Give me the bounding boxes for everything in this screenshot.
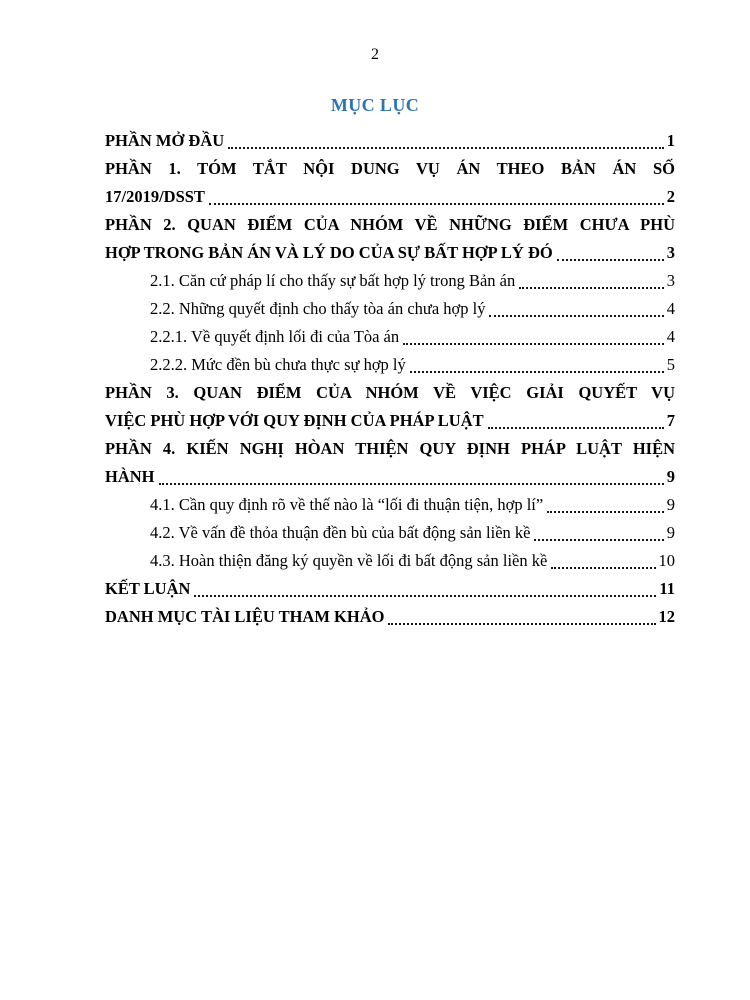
toc-page-number: 2 bbox=[666, 187, 675, 206]
toc-entry[interactable] bbox=[105, 155, 675, 211]
toc-entry-text: 2.2.2. Mức đền bù chưa thực sự hợp lý bbox=[150, 355, 406, 374]
toc-entry-text: 4.3. Hoàn thiện đăng ký quyền về lối đi bất động sản liền kề bbox=[150, 551, 548, 570]
toc-page-number: 5 bbox=[666, 355, 675, 374]
dot-leader bbox=[403, 343, 664, 345]
toc-entry-line bbox=[150, 519, 675, 547]
toc-entry-text: DANH MỤC TÀI LIỆU THAM KHẢO bbox=[105, 607, 385, 626]
toc-entry-line bbox=[150, 295, 675, 323]
dot-leader bbox=[551, 567, 655, 569]
toc-page-number: 4 bbox=[666, 327, 675, 346]
toc-entry-line bbox=[150, 267, 675, 295]
toc-entry[interactable] bbox=[105, 323, 675, 351]
dot-leader bbox=[209, 203, 664, 205]
toc-entry[interactable] bbox=[105, 519, 675, 547]
toc-entry-line bbox=[150, 351, 675, 379]
toc-page-number: 4 bbox=[666, 299, 675, 318]
toc-entry[interactable] bbox=[105, 267, 675, 295]
toc-entry-text: KẾT LUẬN bbox=[105, 579, 191, 598]
toc-list bbox=[105, 127, 675, 631]
toc-page-number: 9 bbox=[666, 495, 675, 514]
toc-entry[interactable] bbox=[105, 351, 675, 379]
toc-entry[interactable] bbox=[105, 211, 675, 267]
toc-entry[interactable] bbox=[105, 435, 675, 491]
toc-entry[interactable] bbox=[105, 295, 675, 323]
dot-leader bbox=[519, 287, 663, 289]
toc-entry[interactable] bbox=[105, 547, 675, 575]
toc-entry[interactable] bbox=[105, 127, 675, 155]
toc-page-number: 7 bbox=[666, 411, 675, 430]
toc-entry-line bbox=[150, 323, 675, 351]
toc-entry-text: PHẦN MỞ ĐẦU bbox=[105, 131, 225, 150]
toc-page-number: 3 bbox=[666, 271, 675, 290]
toc-entry-line bbox=[105, 183, 675, 211]
toc-entry-line bbox=[105, 463, 675, 491]
toc-page-number: 9 bbox=[666, 467, 675, 486]
toc-entry[interactable] bbox=[105, 603, 675, 631]
dot-leader bbox=[488, 427, 664, 429]
toc-entry-text: 2.2.1. Về quyết định lối đi của Tòa án bbox=[150, 327, 400, 346]
toc-page-number: 3 bbox=[666, 243, 675, 262]
toc-entry-text: 17/2019/DSST bbox=[105, 187, 205, 206]
toc-entry-line bbox=[105, 239, 675, 267]
toc-entry-text: HỢP TRONG BẢN ÁN VÀ LÝ DO CỦA SỰ BẤT HỢP LÝ ĐÓ bbox=[105, 243, 553, 262]
toc-page-number: 1 bbox=[666, 131, 675, 150]
toc-title: MỤC LỤC bbox=[330, 95, 420, 115]
toc-entry-text: 4.1. Cần quy định rõ về thế nào là “lối đi thuận tiện, hợp lí” bbox=[150, 495, 544, 514]
toc-page-number: 12 bbox=[658, 607, 675, 626]
dot-leader bbox=[547, 511, 664, 513]
toc-page-number: 9 bbox=[666, 523, 675, 542]
dot-leader bbox=[388, 623, 655, 625]
toc-entry-line bbox=[105, 407, 675, 435]
dot-leader bbox=[557, 259, 664, 261]
dot-leader bbox=[228, 147, 664, 149]
toc-entry-text: HÀNH bbox=[105, 467, 155, 486]
toc-entry[interactable] bbox=[105, 379, 675, 435]
page-number: 2 bbox=[371, 46, 379, 63]
toc-entry-line: PHẦN 1. TÓM TẮT NỘI DUNG VỤ ÁN THEO BẢN ÁN SỐ bbox=[105, 159, 675, 178]
dot-leader bbox=[489, 315, 663, 317]
dot-leader bbox=[534, 539, 663, 541]
dot-leader bbox=[410, 371, 664, 373]
toc-entry[interactable] bbox=[105, 491, 675, 519]
toc-page-number: 11 bbox=[659, 579, 675, 598]
toc-entry-line: PHẦN 4. KIẾN NGHỊ HÒAN THIỆN QUY ĐỊNH PHÁP LUẬT HIỆN bbox=[105, 439, 675, 458]
dot-leader bbox=[194, 595, 656, 597]
toc-entry-line: PHẦN 3. QUAN ĐIỂM CỦA NHÓM VỀ VIỆC GIẢI QUYẾT VỤ bbox=[105, 383, 675, 402]
toc-entry-line bbox=[150, 547, 675, 575]
toc-entry-line bbox=[150, 491, 675, 519]
toc-entry[interactable] bbox=[105, 575, 675, 603]
toc-entry-text: VIỆC PHÙ HỢP VỚI QUY ĐỊNH CỦA PHÁP LUẬT bbox=[105, 411, 484, 430]
toc-entry-line bbox=[105, 575, 675, 603]
toc-entry-line bbox=[105, 127, 675, 155]
dot-leader bbox=[159, 483, 664, 485]
toc-entry-text: 4.2. Về vấn đề thỏa thuận đền bù của bất động sản liền kề bbox=[150, 523, 531, 542]
toc-entry-line bbox=[105, 603, 675, 631]
toc-entry-line: PHẦN 2. QUAN ĐIỂM CỦA NHÓM VỀ NHỮNG ĐIỂM CHƯA PHÙ bbox=[105, 215, 675, 234]
toc-entry-text: 2.2. Những quyết định cho thấy tòa án chưa hợp lý bbox=[150, 299, 486, 318]
toc-entry-text: 2.1. Căn cứ pháp lí cho thấy sự bất hợp lý trong Bản án bbox=[150, 271, 516, 290]
toc-page-number: 10 bbox=[658, 551, 675, 570]
